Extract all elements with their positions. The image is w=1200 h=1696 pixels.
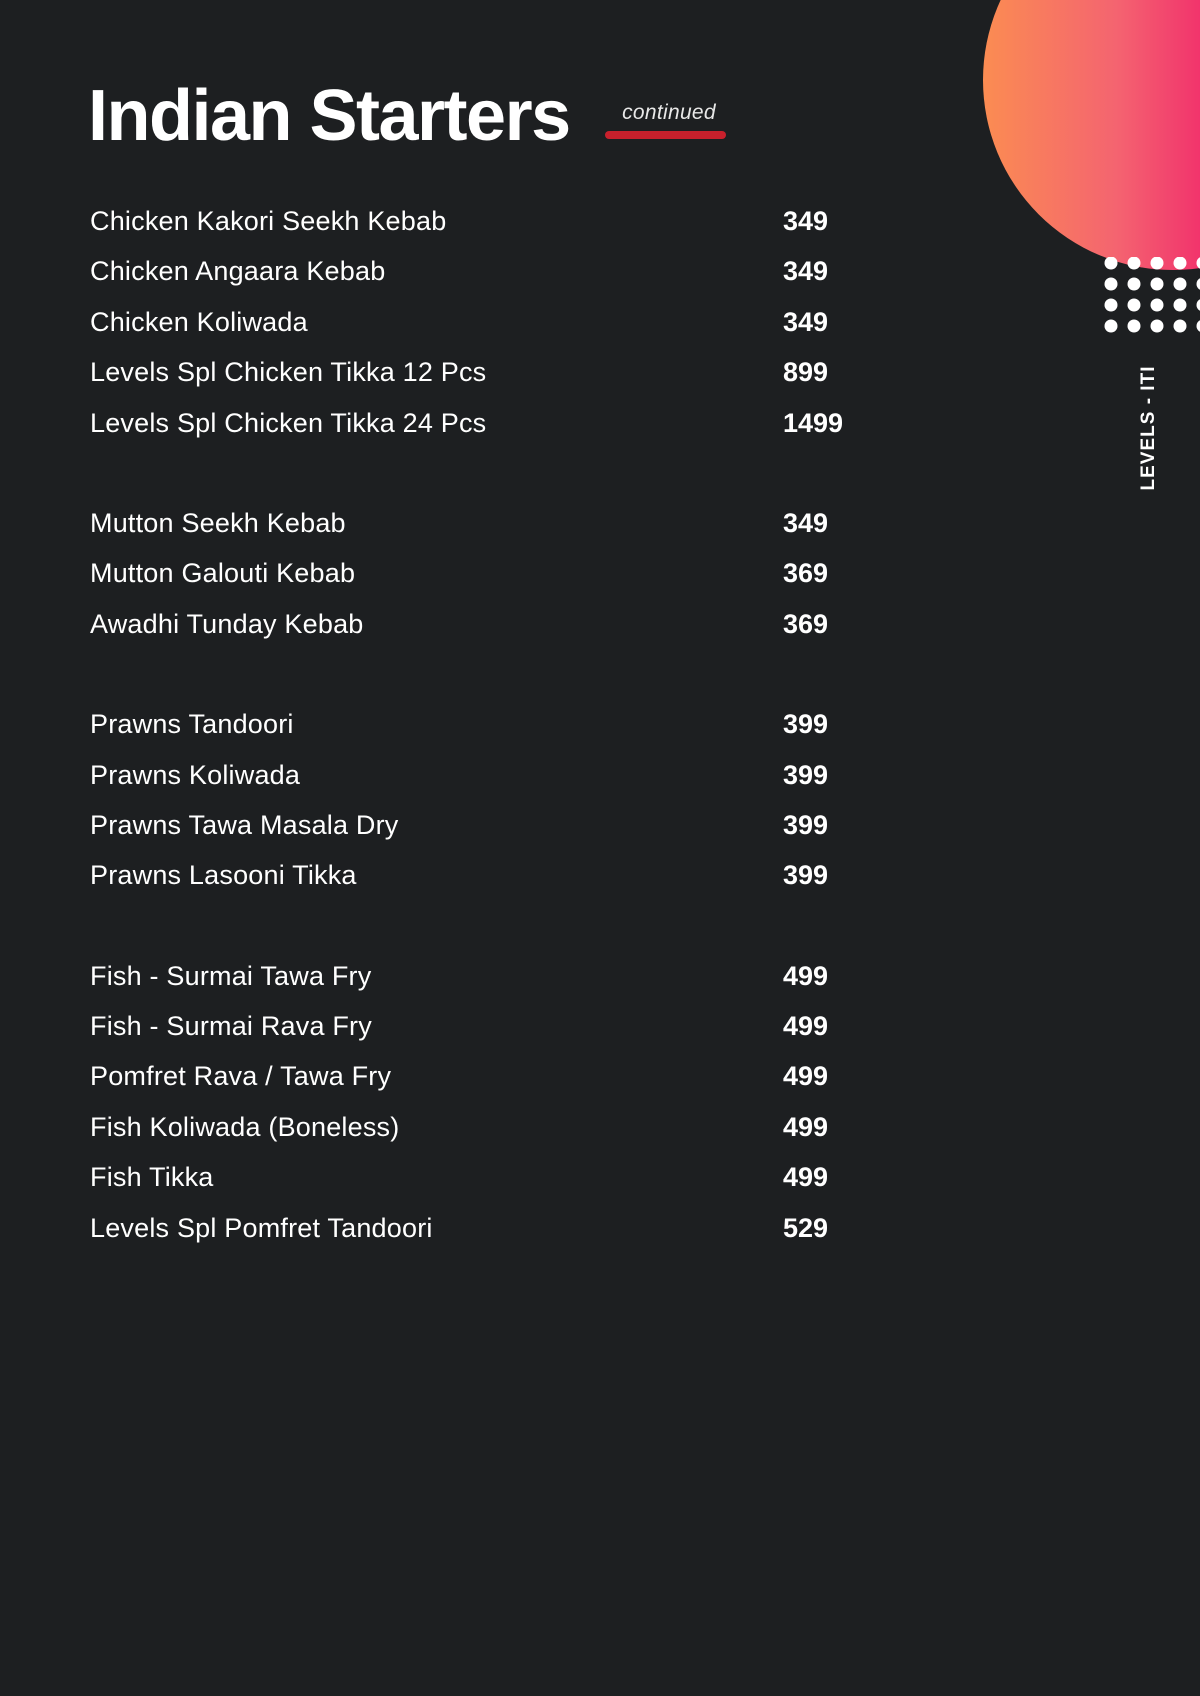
item-name: Levels Spl Chicken Tikka 24 Pcs	[90, 407, 487, 438]
continued-underline	[605, 131, 726, 139]
item-price: 499	[783, 1162, 829, 1193]
item-price: 349	[783, 256, 829, 287]
item-name: Mutton Seekh Kebab	[90, 507, 346, 538]
decorative-dot-grid	[1104, 257, 1200, 335]
decorative-gradient-circle	[983, 0, 1200, 270]
item-price: 349	[783, 206, 829, 236]
menu-item	[90, 599, 880, 649]
menu-group-mutton	[90, 498, 880, 649]
menu-item	[90, 850, 880, 900]
item-name: Prawns Lasooni Tikka	[90, 860, 357, 891]
item-name: Fish Koliwada (Boneless)	[90, 1111, 400, 1142]
menu-item	[90, 297, 880, 347]
item-name: Prawns Tandoori	[90, 709, 294, 740]
menu-group-prawns	[90, 699, 880, 901]
menu-group-chicken	[90, 196, 880, 448]
item-price: 349	[783, 306, 829, 337]
item-name: Levels Spl Chicken Tikka 12 Pcs	[90, 357, 487, 388]
item-price: 369	[783, 558, 829, 589]
menu-item	[90, 699, 880, 749]
item-name: Chicken Koliwada	[90, 306, 308, 337]
item-name: Pomfret Rava / Tawa Fry	[90, 1061, 392, 1092]
continued-label: continued	[622, 101, 716, 124]
item-price: 499	[783, 1011, 829, 1042]
menu-item	[90, 548, 880, 598]
menu-item	[90, 1152, 880, 1202]
item-price: 1499	[783, 407, 844, 438]
item-name: Prawns Koliwada	[90, 759, 301, 790]
item-price: 499	[783, 1061, 829, 1092]
item-price: 499	[783, 960, 829, 991]
menu-list	[90, 196, 880, 1303]
menu-item	[90, 1102, 880, 1152]
item-price: 399	[783, 709, 829, 740]
item-name: Fish - Surmai Rava Fry	[90, 1011, 372, 1042]
menu-item	[90, 1203, 880, 1253]
menu-item	[90, 398, 880, 448]
item-name: Chicken Kakori Seekh Kebab	[90, 206, 447, 236]
menu-item	[90, 951, 880, 1001]
menu-group-fish	[90, 951, 880, 1253]
item-name: Fish - Surmai Tawa Fry	[90, 960, 372, 991]
menu-item	[90, 750, 880, 800]
item-name: Fish Tikka	[90, 1162, 214, 1193]
menu-item	[90, 347, 880, 397]
item-name: Awadhi Tunday Kebab	[90, 608, 364, 639]
item-price: 399	[783, 809, 829, 840]
item-name: Chicken Angaara Kebab	[90, 256, 386, 287]
menu-item	[90, 800, 880, 850]
menu-item	[90, 1001, 880, 1051]
menu-item	[90, 498, 880, 548]
item-price: 369	[783, 608, 829, 639]
menu-item	[90, 196, 880, 246]
menu-item	[90, 246, 880, 296]
item-name: Levels Spl Pomfret Tandoori	[90, 1212, 433, 1243]
brand-vertical-label: LEVELS - ITI	[1138, 365, 1159, 491]
item-price: 529	[783, 1212, 829, 1243]
item-price: 499	[783, 1111, 829, 1142]
item-price: 399	[783, 860, 829, 891]
item-price: 349	[783, 507, 829, 538]
item-name: Prawns Tawa Masala Dry	[90, 809, 399, 840]
page-title: Indian Starters	[88, 76, 570, 156]
item-price: 899	[783, 357, 829, 388]
item-price: 399	[783, 759, 829, 790]
menu-item	[90, 1051, 880, 1101]
item-name: Mutton Galouti Kebab	[90, 558, 356, 589]
